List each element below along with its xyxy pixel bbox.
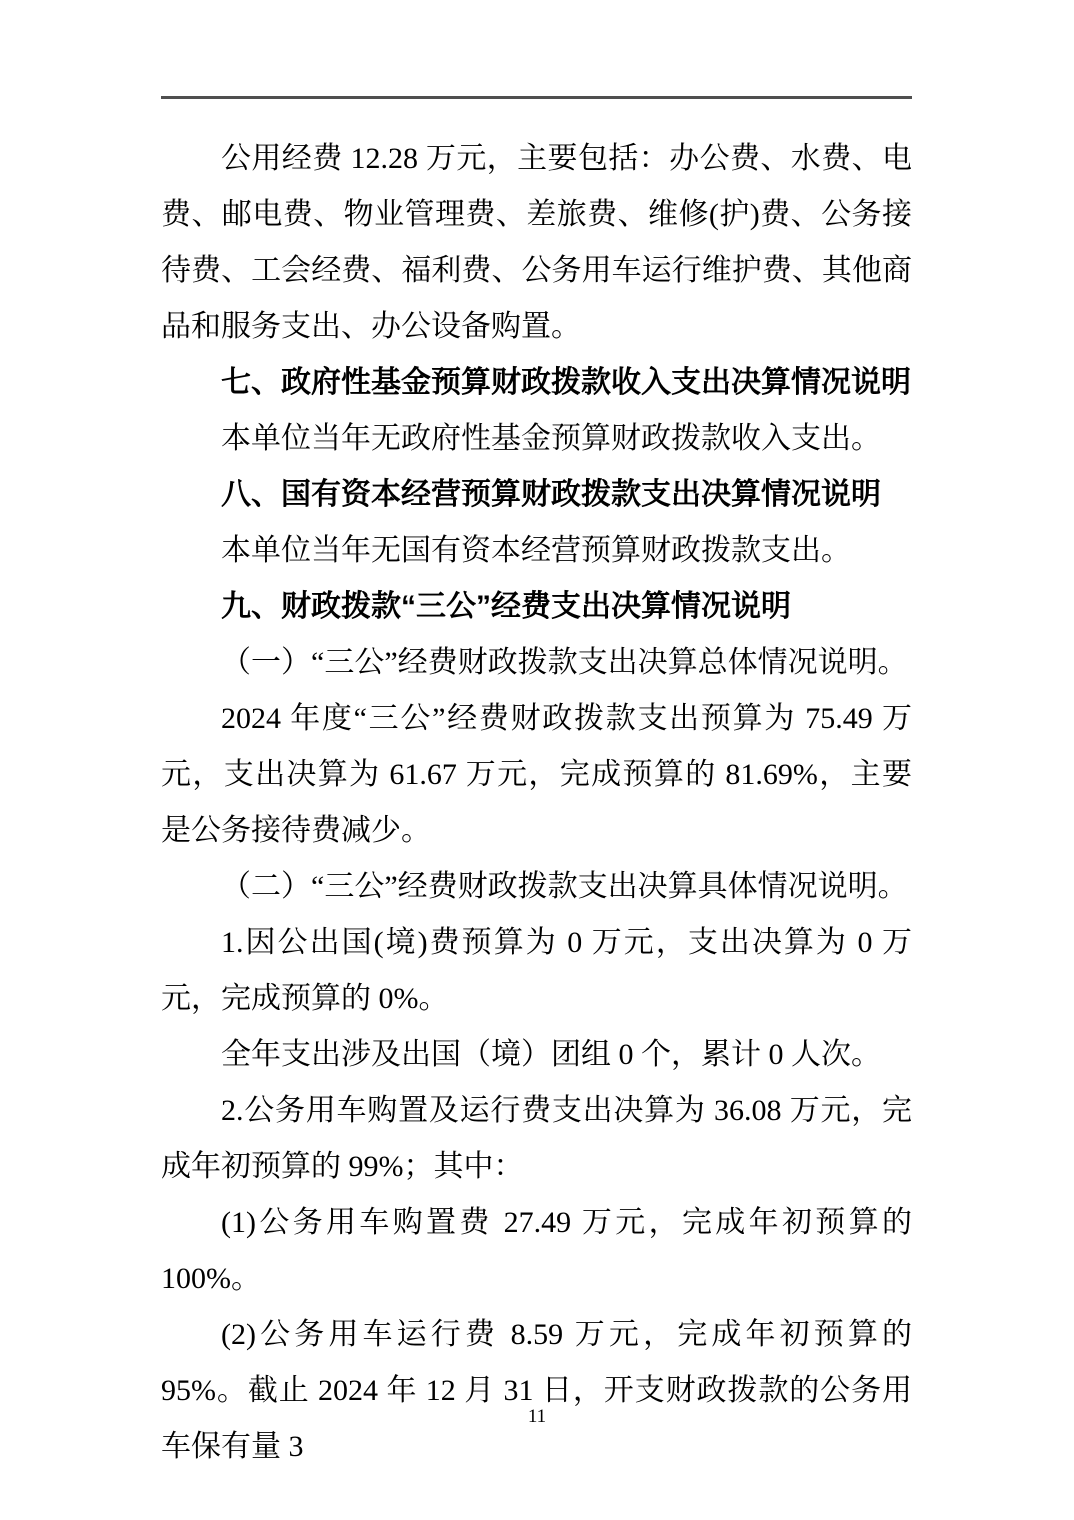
paragraph-overseas-groups: 全年支出涉及出国（境）团组 0 个，累计 0 人次。 [221,1038,881,1071]
paragraph-overall-budget: 2024 年度“三公”经费财政拨款支出预算为 75.49 万元，支出决算为 61.67 万元，完成预算的 81.69%，主要是公务接待费减少。 [161,702,912,847]
paragraph-vehicle-total: 2.公务用车购置及运行费支出决算为 36.08 万元，完成年初预算的 99%；其中： [161,1094,912,1183]
paragraph-section-8-body: 本单位当年无国有资本经营预算财政拨款支出。 [221,534,851,567]
paragraph-overseas-travel: 1.因公出国(境)费预算为 0 万元，支出决算为 0 万元，完成预算的 0%。 [161,926,912,1015]
paragraph-section-7-body: 本单位当年无政府性基金预算财政拨款收入支出。 [221,422,881,455]
paragraph-subsection-2-title: （二）“三公”经费财政拨款支出决算具体情况说明。 [221,870,908,903]
heading-section-9: 九、财政拨款“三公”经费支出决算情况说明 [221,590,791,623]
page-number: 11 [527,1406,547,1427]
paragraph-vehicle-operation: (2)公务用车运行费 8.59 万元，完成年初预算的 95%。截止 2024 年 12 月 31 日，开支财政拨款的公务用车保有量 3 [161,1318,912,1463]
paragraph-subsection-1-title: （一）“三公”经费财政拨款支出决算总体情况说明。 [221,646,908,679]
paragraph-public-funds: 公用经费 12.28 万元，主要包括：办公费、水费、电费、邮电费、物业管理费、差旅费、维修(护)费、公务接待费、工会经费、福利费、公务用车运行维护费、其他商品和服务支出、办公设备购置。 [161,142,912,343]
paragraph-vehicle-purchase: (1)公务用车购置费 27.49 万元，完成年初预算的 100%。 [161,1206,912,1295]
heading-section-7: 七、政府性基金预算财政拨款收入支出决算情况说明 [221,366,911,399]
header-divider-rule [161,96,912,99]
document-body [161,131,912,1475]
heading-section-8: 八、国有资本经营预算财政拨款支出决算情况说明 [221,478,881,511]
